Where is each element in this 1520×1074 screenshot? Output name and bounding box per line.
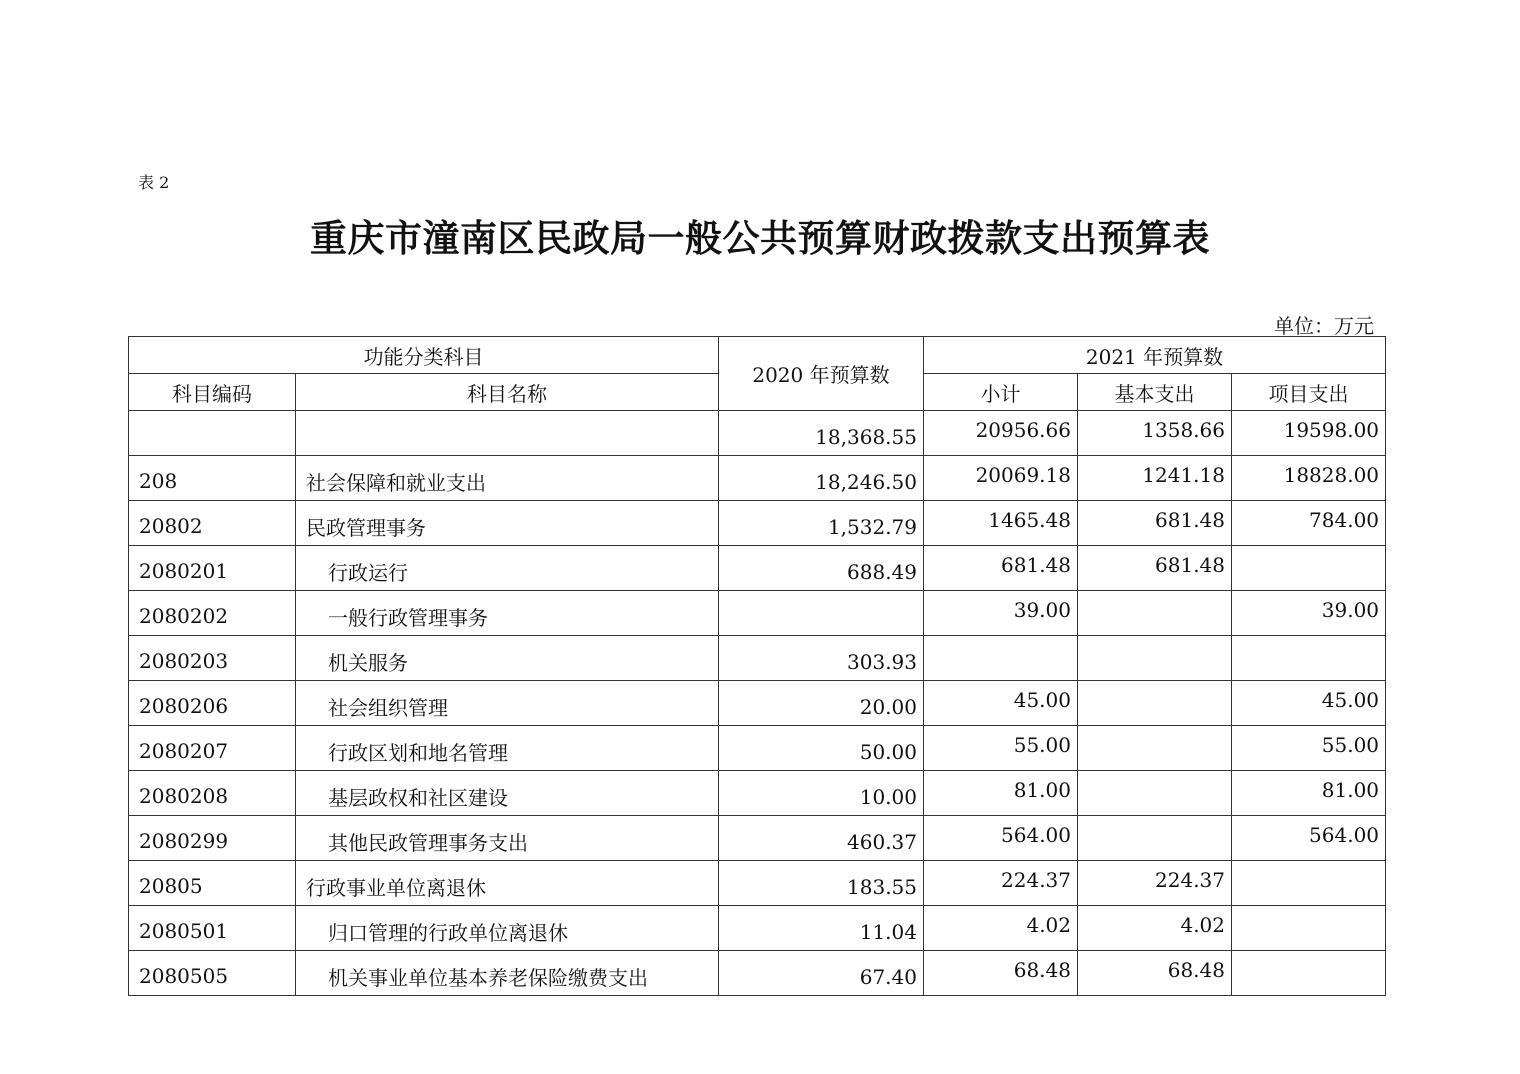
subject-code-cell [129,411,296,456]
subject-name-cell: 行政区划和地名管理 [296,726,719,771]
project-expenditure-cell [1232,951,1386,996]
subject-name-cell: 基层政权和社区建设 [296,771,719,816]
table-number-label: 表 2 [138,173,170,192]
header-basic-expenditure: 基本支出 [1078,374,1232,411]
header-2021-budget: 2021 年预算数 [924,337,1386,374]
subject-name-cell [296,411,719,456]
table-row [129,636,1386,681]
subject-code-cell: 2080203 [129,636,296,681]
project-expenditure-cell [1232,546,1386,591]
header-subject-name: 科目名称 [296,374,719,411]
subject-code-cell: 2080505 [129,951,296,996]
budget-2020-cell [719,591,924,636]
budget-2020-cell: 20.00 [719,681,924,726]
budget-2020-cell: 50.00 [719,726,924,771]
basic-expenditure-cell: 4.02 [1078,906,1232,951]
budget-2020-cell: 183.55 [719,861,924,906]
subject-code-cell: 2080208 [129,771,296,816]
project-expenditure-cell [1232,636,1386,681]
subtotal-2021-cell: 224.37 [924,861,1078,906]
subject-name-cell: 民政管理事务 [296,501,719,546]
basic-expenditure-cell: 1358.66 [1078,411,1232,456]
header-function-classification: 功能分类科目 [129,337,719,374]
subject-code-cell: 208 [129,456,296,501]
subject-code-cell: 2080207 [129,726,296,771]
budget-2020-cell: 1,532.79 [719,501,924,546]
budget-2020-cell: 18,246.50 [719,456,924,501]
basic-expenditure-cell: 68.48 [1078,951,1232,996]
page-title: 重庆市潼南区民政局一般公共预算财政拨款支出预算表 [310,217,1210,260]
header-row-1 [129,337,1386,374]
basic-expenditure-cell: 681.48 [1078,546,1232,591]
table-row [129,861,1386,906]
basic-expenditure-cell: 224.37 [1078,861,1232,906]
project-expenditure-cell: 564.00 [1232,816,1386,861]
subtotal-2021-cell: 39.00 [924,591,1078,636]
table-row [129,906,1386,951]
basic-expenditure-cell [1078,816,1232,861]
subject-code-cell: 2080202 [129,591,296,636]
header-project-expenditure: 项目支出 [1232,374,1386,411]
subtotal-2021-cell: 55.00 [924,726,1078,771]
project-expenditure-cell [1232,861,1386,906]
subtotal-2021-cell: 68.48 [924,951,1078,996]
table-row [129,771,1386,816]
subject-name-cell: 一般行政管理事务 [296,591,719,636]
subtotal-2021-cell: 81.00 [924,771,1078,816]
subtotal-2021-cell: 681.48 [924,546,1078,591]
budget-2020-cell: 460.37 [719,816,924,861]
table-row [129,501,1386,546]
subtotal-2021-cell: 20956.66 [924,411,1078,456]
project-expenditure-cell [1232,906,1386,951]
table-header [129,337,1386,411]
subject-code-cell: 2080501 [129,906,296,951]
unit-label: 单位：万元 [1274,314,1374,338]
budget-2020-cell: 10.00 [719,771,924,816]
header-subtotal: 小计 [924,374,1078,411]
budget-2020-cell: 18,368.55 [719,411,924,456]
subject-name-cell: 机关服务 [296,636,719,681]
subject-code-cell: 2080201 [129,546,296,591]
table-row [129,816,1386,861]
table-row [129,546,1386,591]
table-row [129,591,1386,636]
subject-name-cell: 机关事业单位基本养老保险缴费支出 [296,951,719,996]
budget-2020-cell: 688.49 [719,546,924,591]
budget-table [128,336,1386,996]
project-expenditure-cell: 81.00 [1232,771,1386,816]
subtotal-2021-cell: 4.02 [924,906,1078,951]
table-row [129,951,1386,996]
project-expenditure-cell: 55.00 [1232,726,1386,771]
header-subject-code: 科目编码 [129,374,296,411]
project-expenditure-cell: 39.00 [1232,591,1386,636]
subtotal-2021-cell [924,636,1078,681]
project-expenditure-cell: 19598.00 [1232,411,1386,456]
subject-code-cell: 2080206 [129,681,296,726]
subtotal-2021-cell: 1465.48 [924,501,1078,546]
subject-name-cell: 行政事业单位离退休 [296,861,719,906]
project-expenditure-cell: 18828.00 [1232,456,1386,501]
subject-name-cell: 行政运行 [296,546,719,591]
subject-name-cell: 社会保障和就业支出 [296,456,719,501]
subject-name-cell: 社会组织管理 [296,681,719,726]
basic-expenditure-cell: 1241.18 [1078,456,1232,501]
table-row [129,681,1386,726]
basic-expenditure-cell [1078,726,1232,771]
budget-2020-cell: 303.93 [719,636,924,681]
table-body [129,411,1386,996]
budget-2020-cell: 67.40 [719,951,924,996]
header-2020-budget: 2020 年预算数 [719,337,924,411]
subtotal-2021-cell: 20069.18 [924,456,1078,501]
subject-code-cell: 2080299 [129,816,296,861]
basic-expenditure-cell: 681.48 [1078,501,1232,546]
budget-2020-cell: 11.04 [719,906,924,951]
table-row [129,456,1386,501]
subject-name-cell: 其他民政管理事务支出 [296,816,719,861]
basic-expenditure-cell [1078,636,1232,681]
basic-expenditure-cell [1078,681,1232,726]
project-expenditure-cell: 784.00 [1232,501,1386,546]
subtotal-2021-cell: 564.00 [924,816,1078,861]
subtotal-2021-cell: 45.00 [924,681,1078,726]
table-row [129,726,1386,771]
subject-code-cell: 20805 [129,861,296,906]
basic-expenditure-cell [1078,771,1232,816]
table-row [129,411,1386,456]
subject-name-cell: 归口管理的行政单位离退休 [296,906,719,951]
subject-code-cell: 20802 [129,501,296,546]
project-expenditure-cell: 45.00 [1232,681,1386,726]
basic-expenditure-cell [1078,591,1232,636]
